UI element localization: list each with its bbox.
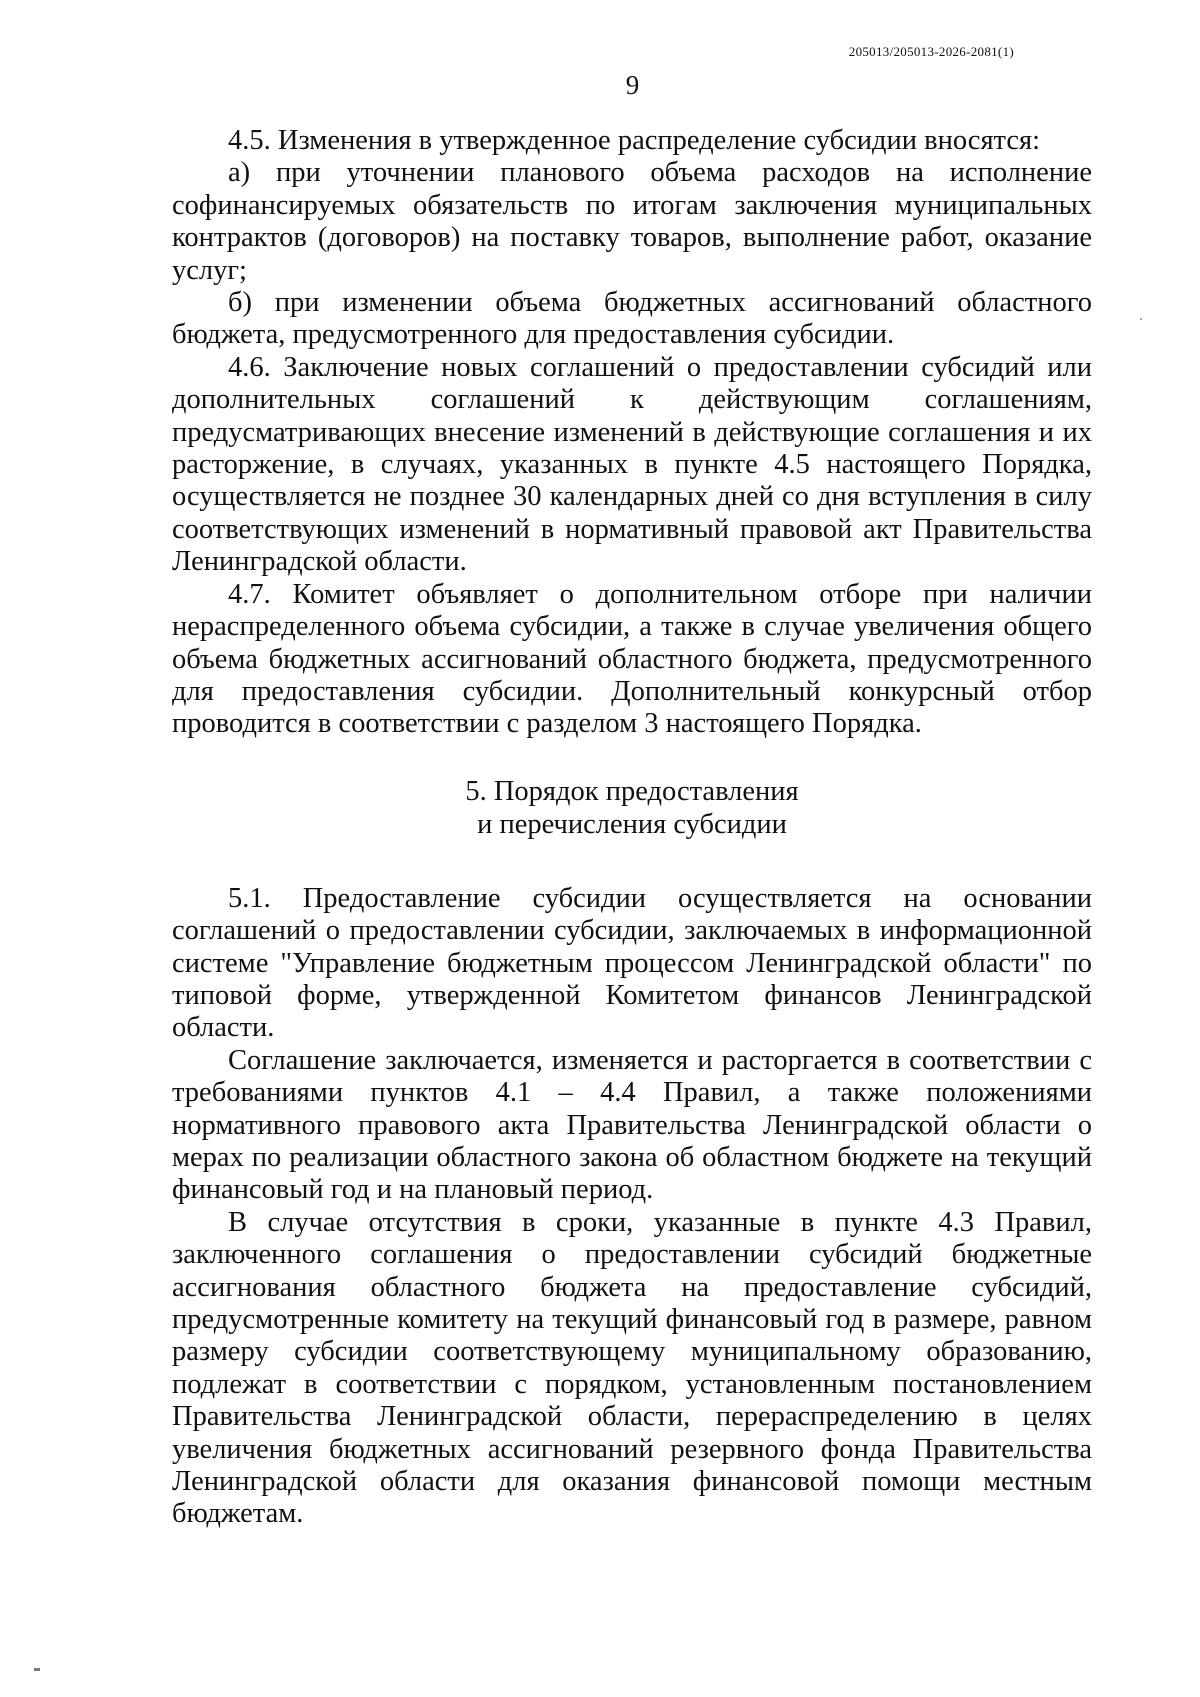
paragraph-4-5: 4.5. Изменения в утвержденное распределение субсидии вносятся: (228, 125, 1041, 156)
document-body (172, 125, 1092, 1531)
section-5-title-line-2: и перечисления субсидии (477, 808, 787, 840)
document-registration-number: 205013/205013-2026-2081(1) (848, 44, 1014, 59)
section-5-title-line-1: 5. Порядок предоставления (465, 775, 799, 807)
scan-mark (34, 1668, 40, 1671)
paragraph-4-5-a: а) при уточнении планового объема расходов на исполнение софинансируемых обязательств по итогам заключения муниципальных контрактов (договоров) на поставку товаров, выполнение работ, оказание услуг; (172, 157, 1092, 286)
paragraph-4-5-b: б) при изменении объема бюджетных ассигнований областного бюджета, предусмотренного для предоставления субсидии. (172, 287, 1092, 351)
page-number: 9 (625, 70, 640, 100)
paragraph-5-1: 5.1. Предоставление субсидии осуществляется на основании соглашений о предоставлении субсидии, заключаемых в информационной системе "Управление бюджетным процессом Ленинградской области" по типовой форме, утвержденной Комитетом финансов Ленинградской области. (172, 882, 1092, 1044)
paragraph-4-7: 4.7. Комитет объявляет о дополнительном отборе при наличии нераспределенного объема субсидии, а также в случае увеличения общего объема бюджетных ассигнований областного бюджета, предусмотренного для предоставления субсидии. Дополнительный конкурсный отбор проводится в соответствии с разделом 3 настоящего Порядка. (172, 578, 1092, 740)
paragraph-5-1-agreement: Соглашение заключается, изменяется и расторгается в соответствии с требованиями пунктов 4.1 – 4.4 Правил, а также положениями нормативного правового акта Правительства Ленинградской области о мерах по реализации областного закона об областном бюджете на текущий финансовый год и на плановый период. (172, 1044, 1092, 1206)
scan-speck (1140, 318, 1142, 320)
section-5-heading (172, 775, 1092, 841)
paragraph-4-6: 4.6. Заключение новых соглашений о предоставлении субсидий или дополнительных соглашений к действующим соглашениям, предусматривающих внесение изменений в действующие соглашения и их расторжение, в случаях, указанных в пункте 4.5 настоящего Порядка, осуществляется не позднее 30 календарных дней со дня вступления в силу соответствующих изменений в нормативный правовой акт Правительства Ленинградской области. (172, 351, 1092, 578)
paragraph-5-1-redistribution: В случае отсутствия в сроки, указанные в пункте 4.3 Правил, заключенного соглашения о предоставлении субсидий бюджетные ассигнования областного бюджета на предоставление субсидий, предусмотренные комитету на текущий финансовый год в размере, равном размеру субсидии соответствующему муниципальному образованию, подлежат в соответствии с порядком, установленным постановлением Правительства Ленинградской области, перераспределению в целях увеличения бюджетных ассигнований резервного фонда Правительства Ленинградской области для оказания финансовой помощи местным бюджетам. (172, 1206, 1092, 1530)
